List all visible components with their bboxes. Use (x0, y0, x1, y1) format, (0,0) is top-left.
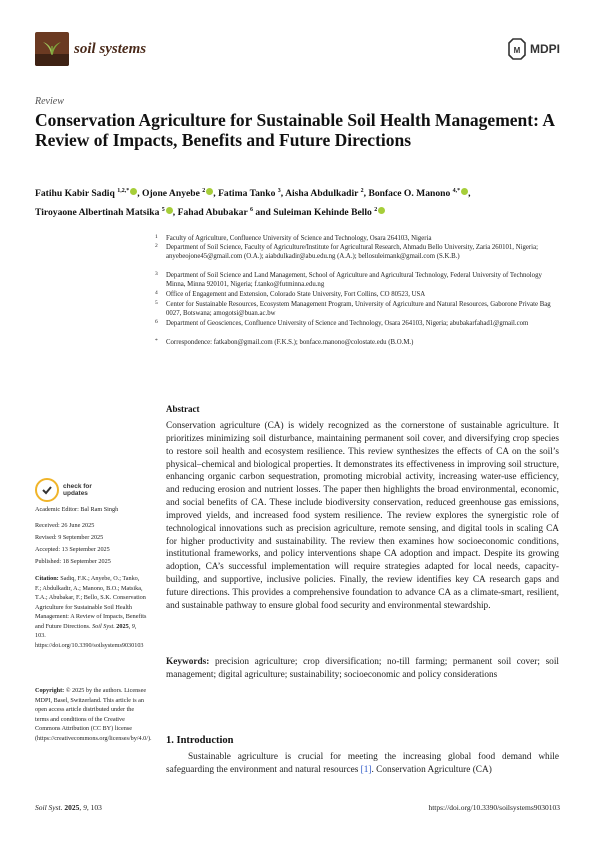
article-title: Conservation Agriculture for Sustainable Soil Health Management: A Review of Impacts, Benefits and Future Directions (35, 110, 555, 150)
citation-block: Citation: Sadiq, F.K.; Anyebe, O.; Tanko, F.; Abdulkadir, A.; Manono, B.O.; Matsika, T.A.; Abubakar, F.; Bello, S.K. Conservation Agriculture for Sustainable Soil Health Management: A Review of Impacts, Benefits and Future Directions. Soil Syst. 2025, 9, 103. https://doi.org/10.3390/soilsystems9030103 (35, 575, 147, 649)
footer-doi-link[interactable]: https://doi.org/10.3390/soilsystems9030103 (428, 803, 560, 812)
journal-name: soil systems (74, 40, 147, 57)
citation-link[interactable]: [1] (360, 765, 372, 775)
section-heading: 1. Introduction (166, 735, 234, 746)
journal-logo-icon (35, 32, 69, 66)
accepted-date: Accepted: 13 September 2025 (35, 546, 110, 553)
abstract-text: Conservation agriculture (CA) is widely recognized as the cornerstone of sustainable agriculture. It prioritizes minimizing soil disturbance, maintaining permanent soil cover, and diversifying crop species to restore soil health and ecosystem resilience. This review synthesizes the effects of CA on the soil’s physical–chemical and biological properties. It demonstrates its effectiveness in improving soil structure, enhancing organic carbon sequestration, promoting microbial activity, increasing water-use efficiency, and reducing erosion and nutrient losses. The paper then highlights the broad environmental, economic, and social benefits of CA. These include biodiversity conservation, reduced greenhouse gas emissions, improved yields, and increased food system resilience. The review explores the synergistic role of technological innovations such as precision agriculture, remote sensing, and digital tools in scaling CA for higher productivity and sustainability. The review then examines how socioeconomic conditions, institutional frameworks, and policy interventions shape CA adoption and impact. Despite its growing adoption, CA’s successful implementation will require strategies adapted for local needs, capacity-building, and supportive, inclusive policies. Finally, the review identifies key CA research gaps and future directions. This provides a comprehensive foundation to advance CA as a climate-smart, resilient, and sustainable pathway to ensure global food security and environmental stewardship. (166, 421, 559, 611)
affiliation: 3 Department of Soil Science and Land Management, School of Agriculture and Agricultural Technology, Federal University of Technology Minna, Minna 920101, Nigeria; f.tanko@futminna.edu.ng (155, 271, 542, 289)
author[interactable]: Fatihu Kabir Sadiq $^{1,2,*}$ (35, 188, 137, 199)
copyright-block: Copyright: © 2025 by the authors. Licensee MDPI, Basel, Switzerland. This article is an open access article distributed under the terms and conditions of the Creative Commons Attribution (CC BY) license (https://creativecommons.org/licenses/by/4.0/). (35, 687, 152, 742)
author[interactable]: Tiroyaone Albertinah Matsika $^5$ (35, 207, 173, 218)
orcid-icon[interactable] (130, 188, 137, 195)
article-type: Review (35, 96, 64, 107)
affiliation: 5 Center for Sustainable Resources, Ecosystem Management Program, University of Agriculture and Natural Resources, Gaborone Private Bag 0027, Botswana; amogotsi@buan.ac.bw (155, 300, 551, 318)
keywords-text: precision agriculture; crop diversification; no-till farming; permanent soil cover; soil management; digital agriculture; sustainability; socioeconomic and policy considerations (166, 657, 560, 680)
journal-logo[interactable] (35, 32, 146, 66)
updates-label-2: updates (63, 490, 88, 497)
svg-text:M: M (513, 46, 521, 55)
abstract-heading: Abstract (166, 404, 200, 414)
keywords-label: Keywords: (166, 657, 210, 667)
correspondence: * Correspondence: fatkabon@gmail.com (F.K.S.); bonface.manono@colostate.edu (B.O.M.) (155, 338, 414, 346)
affiliation: 2 Department of Soil Science, Faculty of Agriculture/Institute for Agricultural Research, Ahmadu Bello University, Zaria 260101, Nigeria; anyebeojone45@gmail.com (O.A.); aiabdulkadir@abu.edu.ng (A.A.); bellosuleimank@gmail.com (S.K.B.) (155, 243, 538, 261)
author[interactable]: Fatima Tanko $^3$ (218, 188, 281, 200)
author[interactable]: Bonface O. Manono $^{4,*}$ (368, 188, 468, 199)
affiliation: 1 Faculty of Agriculture, Confluence University of Science and Technology, Osara 264103, Nigeria (155, 234, 432, 242)
author[interactable]: Suleiman Kehinde Bello $^2$ (273, 207, 385, 218)
academic-editor: Academic Editor: Bal Ram Singh (35, 506, 119, 513)
orcid-icon[interactable] (378, 207, 385, 214)
received-date: Received: 26 June 2025 (35, 522, 95, 529)
revised-date: Revised: 9 September 2025 (35, 534, 104, 541)
orcid-icon[interactable] (166, 207, 173, 214)
author[interactable]: Fahad Abubakar $^6$ (177, 207, 253, 219)
published-date: Published: 18 September 2025 (35, 558, 111, 565)
citation-doi-link[interactable]: 103. https://doi.org/10.3390/soilsystems9030103 (35, 632, 144, 649)
affiliation: 4 Office of Engagement and Extension, Colorado State University, Fort Collins, CO 80523, USA (155, 290, 426, 298)
author-list: Fatihu Kabir Sadiq $^{1,2,*}$ , Ojone Anyebe $^2$ , Fatima Tanko $^3$, Aisha Abdulkadir $^2$, Bonface O. Manono $^{4,*}$ , Tiroyaone Albertinah Matsika $^5$ , Fahad Abubakar $^6$ and Suleiman Kehinde Bello $^2$ (35, 188, 471, 219)
updates-label-1: check for (63, 482, 92, 490)
author[interactable]: Aisha Abdulkadir $^2$ (285, 188, 364, 200)
author[interactable]: Ojone Anyebe $^2$ (142, 188, 213, 199)
publisher-name: MDPI (530, 42, 560, 56)
publisher-logo[interactable] (508, 38, 560, 60)
affiliation: 6 Department of Geosciences, Confluence University of Science and Technology, Osara 264103, Nigeria; abubakarfahad1@gmail.com (155, 319, 529, 327)
keywords (166, 656, 559, 682)
check-for-updates-badge[interactable] (35, 478, 92, 502)
orcid-icon[interactable] (206, 188, 213, 195)
footer-citation: Soil Syst. 2025, 9, 103 (35, 803, 102, 812)
check-updates-icon (35, 478, 59, 502)
introduction-text: Sustainable agriculture is crucial for meeting the increasing global food demand while safeguarding the environment and natural resources [1]. Conservation Agriculture (CA) (166, 752, 559, 775)
orcid-icon[interactable] (461, 188, 468, 195)
